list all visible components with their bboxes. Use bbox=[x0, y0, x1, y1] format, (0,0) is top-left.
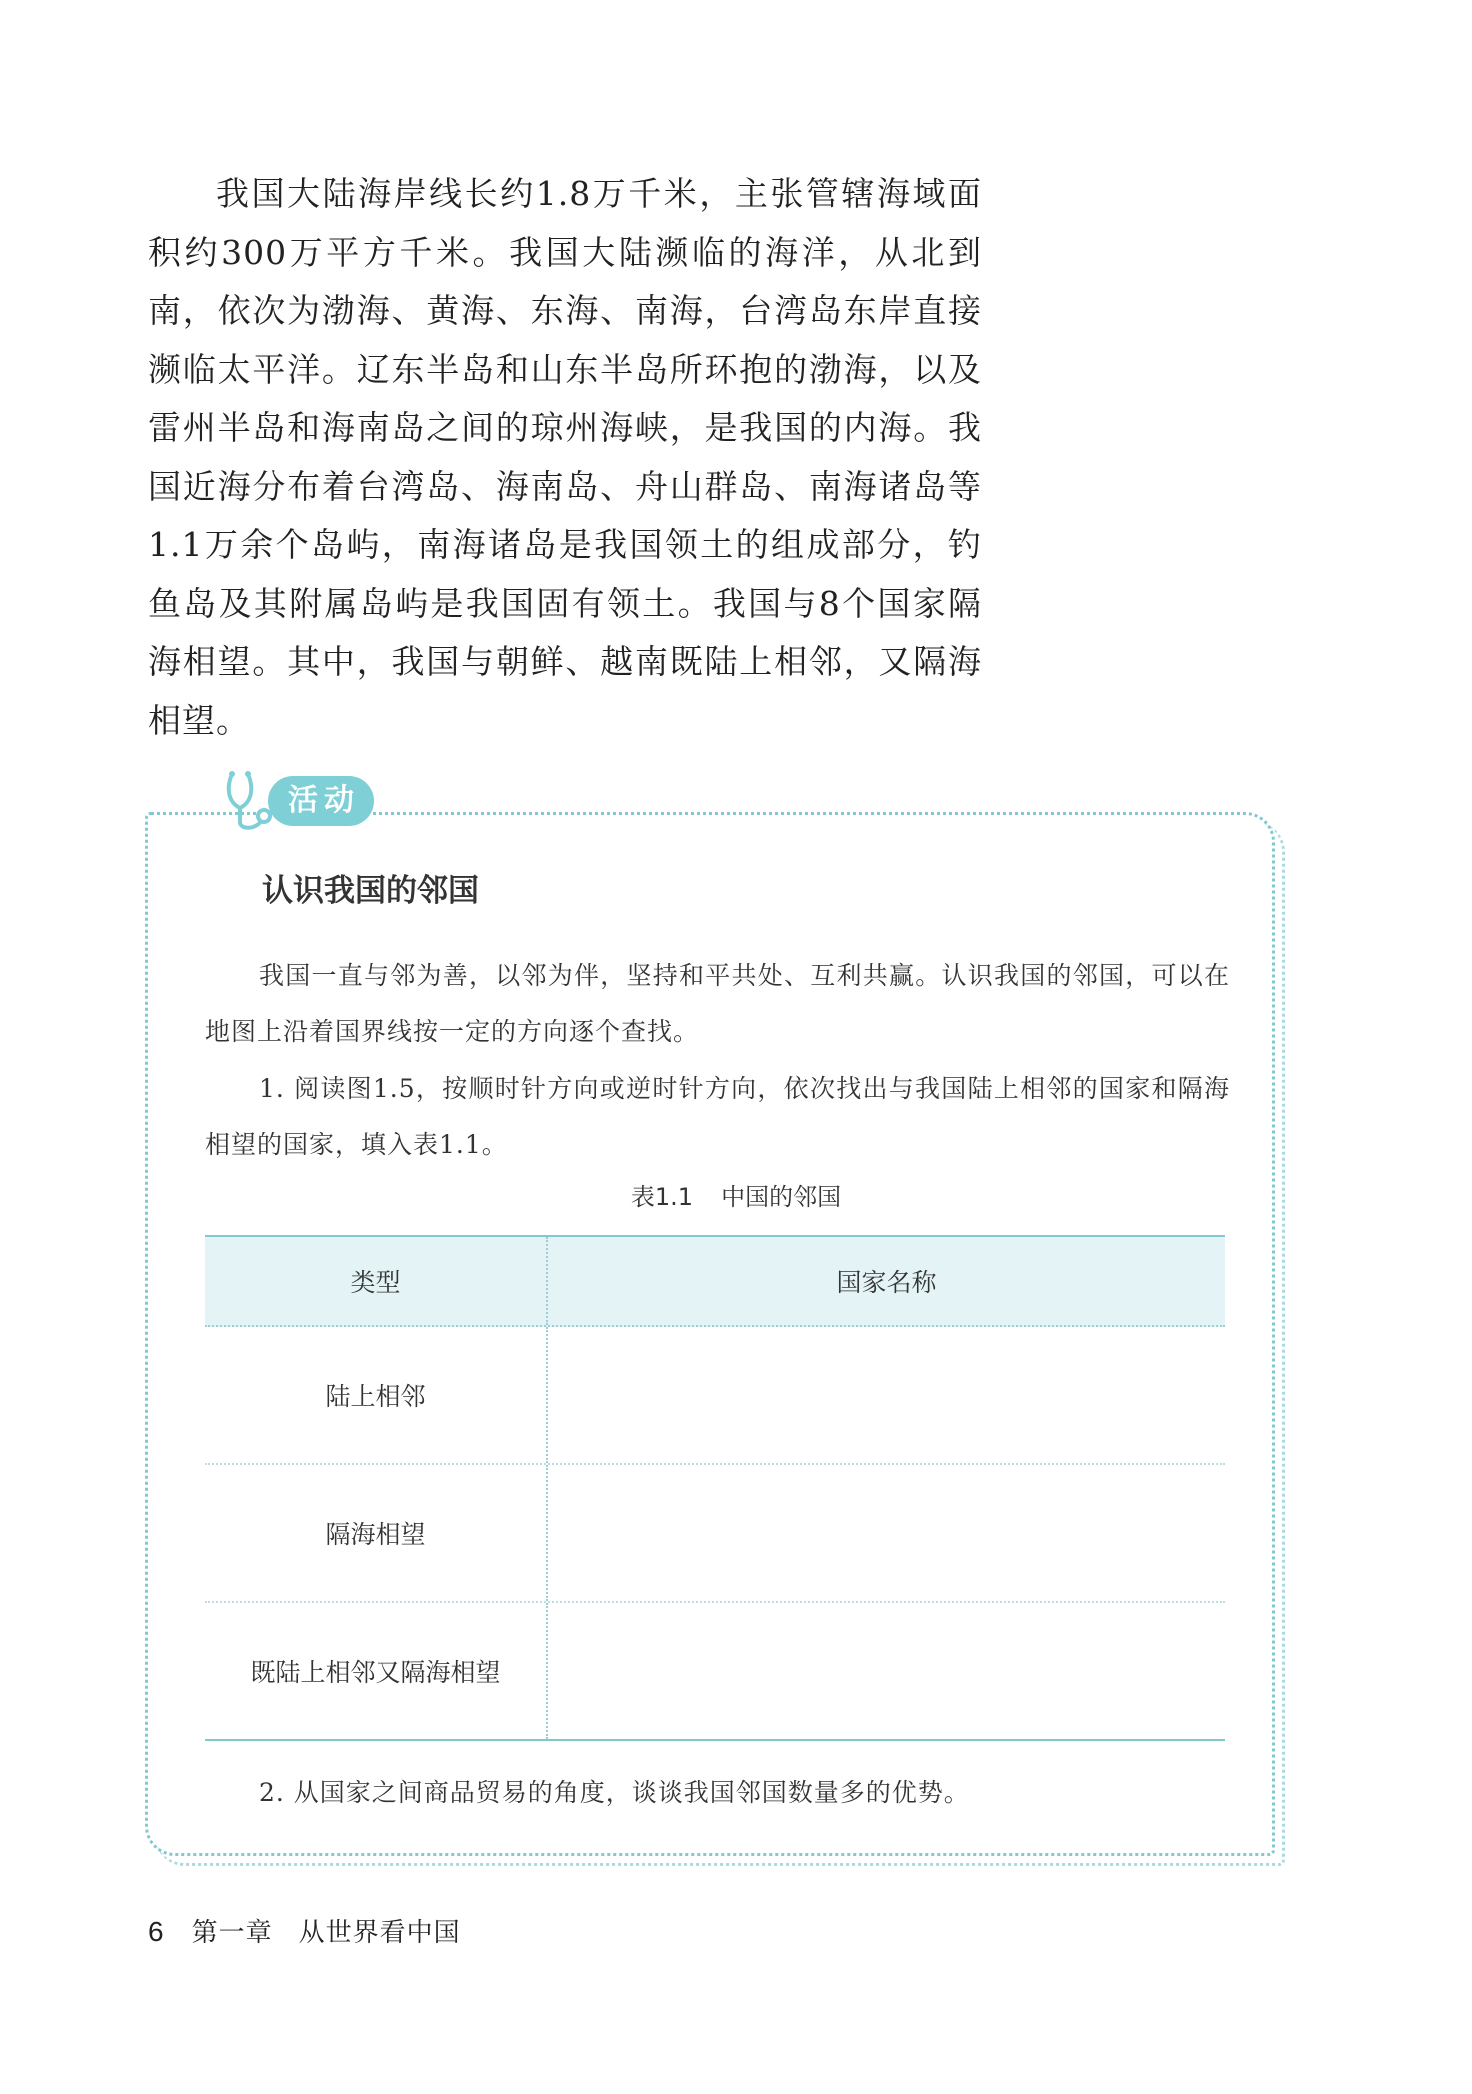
activity-badge bbox=[222, 768, 374, 834]
page-footer bbox=[148, 1912, 461, 1949]
table-cell-type: 既陆上相邻又隔海相望 bbox=[205, 1603, 548, 1739]
activity-task-2: 2. 从国家之间商品贸易的角度，谈谈我国邻国数量多的优势。 bbox=[259, 1778, 970, 1807]
stethoscope-icon bbox=[222, 768, 282, 834]
intro-paragraph: 我国大陆海岸线长约1.8万千米，主张管辖海域面积约300万平方千米。我国大陆濒临的海洋，从北到南，依次为渤海、黄海、东海、南海，台湾岛东岸直接濒临太平洋。辽东半岛和山东半岛所环抱的渤海，以及雷州半岛和海南岛之间的琼州海峡，是我国的内海。我国近海分布着台湾岛、海南岛、舟山群岛、南海诸岛等1.1万余个岛屿，南海诸岛是我国领土的组成部分，钓鱼岛及其附属岛屿是我国固有领土。我国与8个国家隔海相望。其中，我国与朝鲜、越南既陆上相邻，又隔海相望。 bbox=[148, 174, 982, 740]
table-caption-number: 表1.1 bbox=[630, 1183, 694, 1211]
table-cell-type: 陆上相邻 bbox=[205, 1327, 548, 1463]
activity-intro: 我国一直与邻为善，以邻为伴，坚持和平共处、互利共赢。认识我国的邻国，可以在地图上沿着国界线按一定的方向逐个查找。 bbox=[205, 961, 1230, 1046]
activity-task-1: 1. 阅读图1.5，按顺时针方向或逆时针方向，依次找出与我国陆上相邻的国家和隔海相望的国家，填入表1.1。 bbox=[205, 1074, 1230, 1159]
table-caption-title: 中国的邻国 bbox=[721, 1183, 842, 1211]
page-number: 6 bbox=[148, 1916, 164, 1947]
chapter-title: 从世界看中国 bbox=[298, 1918, 461, 1948]
table-header-country-name: 国家名称 bbox=[836, 1268, 937, 1297]
table-cell-type: 隔海相望 bbox=[205, 1465, 548, 1601]
table-caption bbox=[0, 1177, 1472, 1212]
table-header-type: 类型 bbox=[205, 1237, 548, 1325]
table-row bbox=[205, 1327, 1225, 1465]
neighbors-table bbox=[205, 1235, 1225, 1741]
activity-badge-label: 活动 bbox=[268, 776, 374, 826]
activity-title: 认识我国的邻国 bbox=[262, 873, 479, 909]
chapter-label: 第一章 bbox=[191, 1918, 273, 1948]
table-cell-countries[interactable] bbox=[548, 1327, 1225, 1463]
table-cell-countries[interactable] bbox=[548, 1465, 1225, 1601]
table-row bbox=[205, 1603, 1225, 1741]
table-row bbox=[205, 1465, 1225, 1603]
table-header-row bbox=[205, 1235, 1225, 1327]
table-cell-countries[interactable] bbox=[548, 1603, 1225, 1739]
